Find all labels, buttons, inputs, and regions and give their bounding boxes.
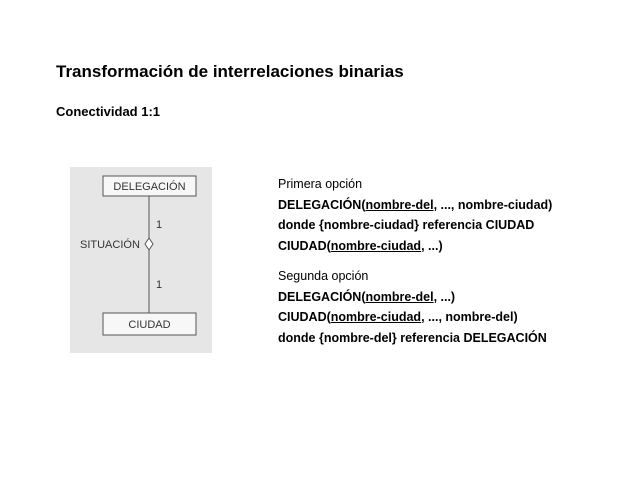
option-one-line-3 <box>278 236 552 257</box>
cardinality-bottom: 1 <box>156 279 163 291</box>
relationship-label: SITUACIÓN <box>80 239 140 251</box>
option-one-line-2: donde {nombre-ciudad} referencia CIUDAD <box>278 218 535 232</box>
entity-name: CIUDAD( <box>278 310 331 324</box>
option-one-line-1 <box>278 195 552 216</box>
page-title: Transformación de interrelaciones binarias <box>56 62 404 81</box>
attribute-list: , ...) <box>433 289 456 304</box>
attribute-list: , ...) <box>421 238 443 253</box>
relationship-diamond <box>145 238 153 250</box>
entity-label-top: DELEGACIÓN <box>113 181 186 193</box>
er-diagram <box>70 167 212 353</box>
option-two-line-3: donde {nombre-del} referencia DELEGACIÓN <box>278 330 547 345</box>
primary-key: nombre-del <box>365 197 434 212</box>
option-one <box>278 174 552 256</box>
primary-key: nombre-del <box>365 289 434 304</box>
option-two-heading: Segunda opción <box>278 269 369 283</box>
entity-name: DELEGACIÓN( <box>278 289 366 304</box>
option-one-heading: Primera opción <box>278 177 363 191</box>
option-two <box>278 266 547 348</box>
page-subtitle: Conectividad 1:1 <box>56 104 161 119</box>
entity-name: DELEGACIÓN( <box>278 197 366 212</box>
er-diagram-svg <box>70 167 212 353</box>
entity-name: CIUDAD( <box>278 238 331 253</box>
primary-key: nombre-ciudad <box>330 310 422 324</box>
entity-label-bottom: CIUDAD <box>128 319 171 331</box>
primary-key: nombre-ciudad <box>330 238 422 253</box>
attribute-list: , ..., nombre-ciudad) <box>433 197 553 212</box>
cardinality-top: 1 <box>156 219 163 231</box>
option-two-line-2 <box>278 307 547 328</box>
attribute-list: , ..., nombre-del) <box>421 310 518 324</box>
option-two-line-1 <box>278 287 547 308</box>
